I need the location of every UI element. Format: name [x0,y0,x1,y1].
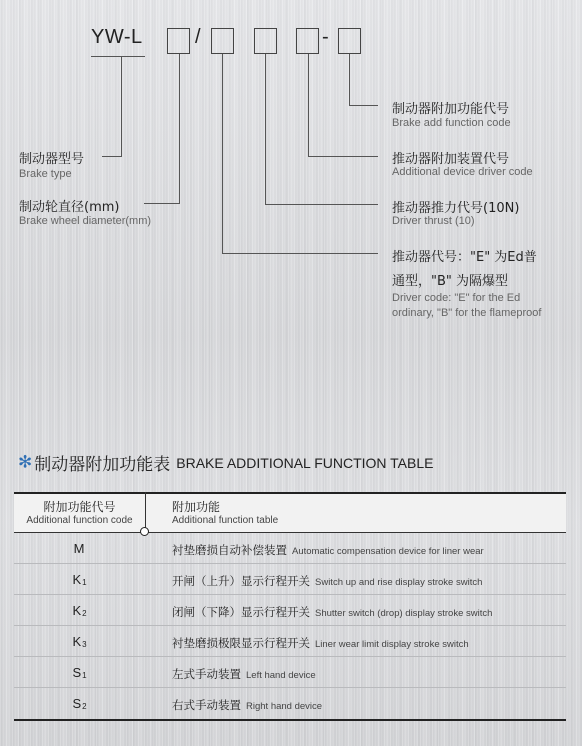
table-row [14,688,566,719]
table-row [14,657,566,688]
code-separator-dash: - [322,26,329,48]
label-wheel-diameter-cn: 制动轮直径(mm) [19,200,120,215]
section-title [18,450,434,475]
table-header [14,494,566,532]
code-separator-slash: / [195,26,201,48]
label-driver-code-en-1: Driver code: "E" for the Ed [392,292,521,304]
row-code: $K_1$ [72,572,87,587]
leader-brake-type-h [102,156,122,157]
table-bottom-rule [14,719,566,721]
header-function-en: Additional function table [172,515,279,526]
code-box-add-function [338,28,361,54]
header-code-cn: 附加功能代号 [43,500,116,514]
row-function-cn: 开闸（上升）显示行程开关 [172,574,310,588]
code-box-additional-device [296,28,319,54]
table-body [14,533,566,719]
row-code: $S_1$ [72,665,87,680]
row-code: $K_2$ [72,603,87,618]
row-function-cn: 左式手动装置 [172,667,241,681]
code-box-driver-code [167,28,190,54]
label-add-function-en: Brake add function code [392,117,511,129]
leader-add-function-h [349,105,378,106]
header-code-en: Additional function code [26,515,133,526]
row-function-en: Automatic compensation device for liner wear [292,546,484,557]
leader-additional-device-h [308,156,378,157]
asterisk-snowflake-icon: ✻ [18,452,33,473]
header-column-divider [145,492,146,532]
leader-driver-code-v [222,54,223,253]
row-function-en: Switch up and rise display stroke switch [315,577,483,588]
row-function [172,564,482,595]
row-function-en: Right hand device [246,701,323,712]
label-brake-type-cn: 制动器型号 [19,152,85,167]
table-row [14,533,566,564]
label-driver-code-cn-2: 通型，"B" 为隔爆型 [392,274,509,289]
leader-add-function-v [349,54,350,105]
row-function-cn: 闭闸（下降）显示行程开关 [172,605,310,619]
row-function-cn: 衬垫磨损自动补偿装置 [172,543,287,557]
leader-additional-device-v [308,54,309,156]
table-row [14,626,566,657]
row-function [172,688,322,719]
model-code-prefix: YW-L [91,26,143,48]
table-row [14,564,566,595]
header-cell-function [172,494,278,532]
leader-driver-thrust-v [265,54,266,204]
leader-driver-code-h [222,253,378,254]
code-box-wheel-diameter [254,28,277,54]
row-code: M [73,541,85,556]
label-add-function-cn: 制动器附加功能代号 [392,102,510,117]
label-additional-device-en: Additional device driver code [392,166,533,178]
leader-wheel-diameter-v [179,54,180,203]
section-title-en: BRAKE ADDITIONAL FUNCTION TABLE [176,454,434,471]
leader-wheel-diameter-h [144,203,180,204]
header-function-cn: 附加功能 [172,500,221,514]
row-function-cn: 右式手动装置 [172,698,241,712]
label-additional-device-cn: 推动器附加装置代号 [392,152,510,167]
label-driver-code-cn-1: 推动器代号："E" 为Ed普 [392,250,537,265]
section-title-cn: 制动器附加功能表 [34,455,171,475]
row-function [172,657,316,688]
leader-driver-thrust-h [265,204,378,205]
label-driver-code-en-2: ordinary, "B" for the flameproof [392,307,542,319]
row-function [172,626,469,657]
table-row [14,595,566,626]
leader-brake-type-v [121,57,122,156]
row-function [172,595,492,626]
code-box-driver-thrust [211,28,234,54]
row-function-en: Shutter switch (drop) display stroke switch [315,608,493,619]
row-code: $K_3$ [72,634,87,649]
label-driver-thrust-en: Driver thrust (10) [392,215,475,227]
prefix-underline [91,56,145,57]
header-cell-code [14,494,145,532]
label-wheel-diameter-en: Brake wheel diameter(mm) [19,215,152,227]
label-driver-thrust-cn: 推动器推力代号(10N) [392,201,520,216]
row-function [172,533,484,564]
label-brake-type-en: Brake type [19,168,72,180]
row-code: $S_2$ [72,696,87,711]
row-function-en: Liner wear limit display stroke switch [315,639,469,650]
row-function-cn: 衬垫磨损极限显示行程开关 [172,636,310,650]
model-code-diagram [0,0,582,340]
row-function-en: Left hand device [246,670,316,681]
